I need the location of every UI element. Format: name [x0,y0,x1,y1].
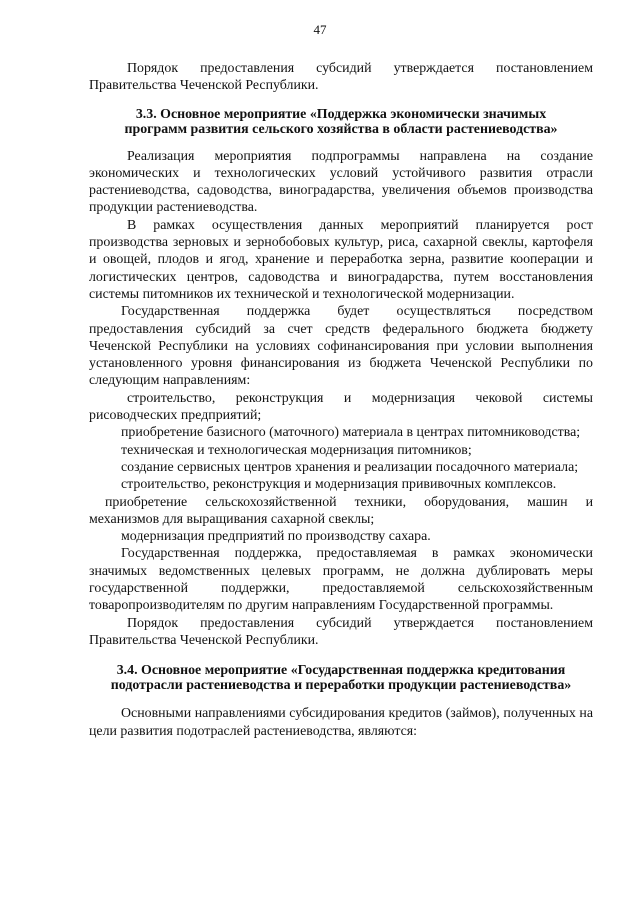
paragraph-planned-growth: В рамках осуществления данных мероприятий планируется рост производства зерновых и зернобобовых культур, риса, сахарной свеклы, картофеля и овощей, плодов и ягод, хранение и переработка зерна, развитие кооперации и логистических центров, садоводства и виноградарства, путем восстановления системы питомников их технической и технологической модернизации. [89,217,593,302]
paragraph-state-support: Государственная поддержка будет осуществляться посредством предоставления субсидий за счет средств федерального бюджета бюджету Чеченской Республики на условиях софинансирования при условии выполнения установленного уровня финансирования из бюджета Чеченской Республики по следующим направлениям: [89,304,593,389]
paragraph-implementation: Реализация мероприятия подпрограммы направлена на создание экономических и технологических условий устойчивого развития отрасли растениеводства, садоводства, виноградарства, увеличения объемов производства продукции растениеводства. [89,148,593,216]
paragraph-subsidy-procedure-2: Порядок предоставления субсидий утверждается постановлением Правительства Чеченской Республики. [89,615,593,648]
paragraph-subsidy-procedure: Порядок предоставления субсидий утверждается постановлением Правительства Чеченской Республики. [89,61,593,94]
page-number: 47 [313,22,327,37]
list-item: приобретение базисного (маточного) материала в центрах питомниководства; [121,425,581,441]
section-heading-3-4 [89,663,593,693]
list-item: техническая и технологическая модернизация питомников; [121,442,472,458]
paragraph-no-duplication: Государственная поддержка, предоставляемая в рамках экономически значимых ведомственных целевых программ, не должна дублировать меры государственной поддержки, предоставляемой сельскохозяйственным товаропроизводителям по другим направлениям Государственной программы. [89,546,593,614]
list-item: приобретение сельскохозяйственной техники, оборудования, машин и механизмов для выращивания сахарной свеклы; [89,494,593,527]
paragraph-credit-directions: Основными направлениями субсидирования кредитов (займов), полученных на цели развития подотраслей растениеводства, являются: [89,706,593,739]
section-heading-3-3-line2: программ развития сельского хозяйства в области растениеводства» [124,121,558,137]
list-item: строительство, реконструкция и модернизация чековой системы рисоводческих предприятий; [89,390,593,424]
list-item: модернизация предприятий по производству сахара. [121,529,431,545]
list-item: строительство, реконструкция и модернизация прививочных комплексов. [121,477,557,493]
list-item: создание сервисных центров хранения и реализации посадочного материала; [121,459,579,475]
document-body [89,60,593,740]
section-heading-3-4-line2: подотрасли растениеводства и переработки продукции растениеводства» [110,678,572,694]
section-heading-3-3-line1: 3.3. Основное мероприятие «Поддержка экономически значимых [135,106,547,122]
section-heading-3-4-line1: 3.4. Основное мероприятие «Государственная поддержка кредитования [116,663,566,679]
section-heading-3-3 [89,107,593,137]
